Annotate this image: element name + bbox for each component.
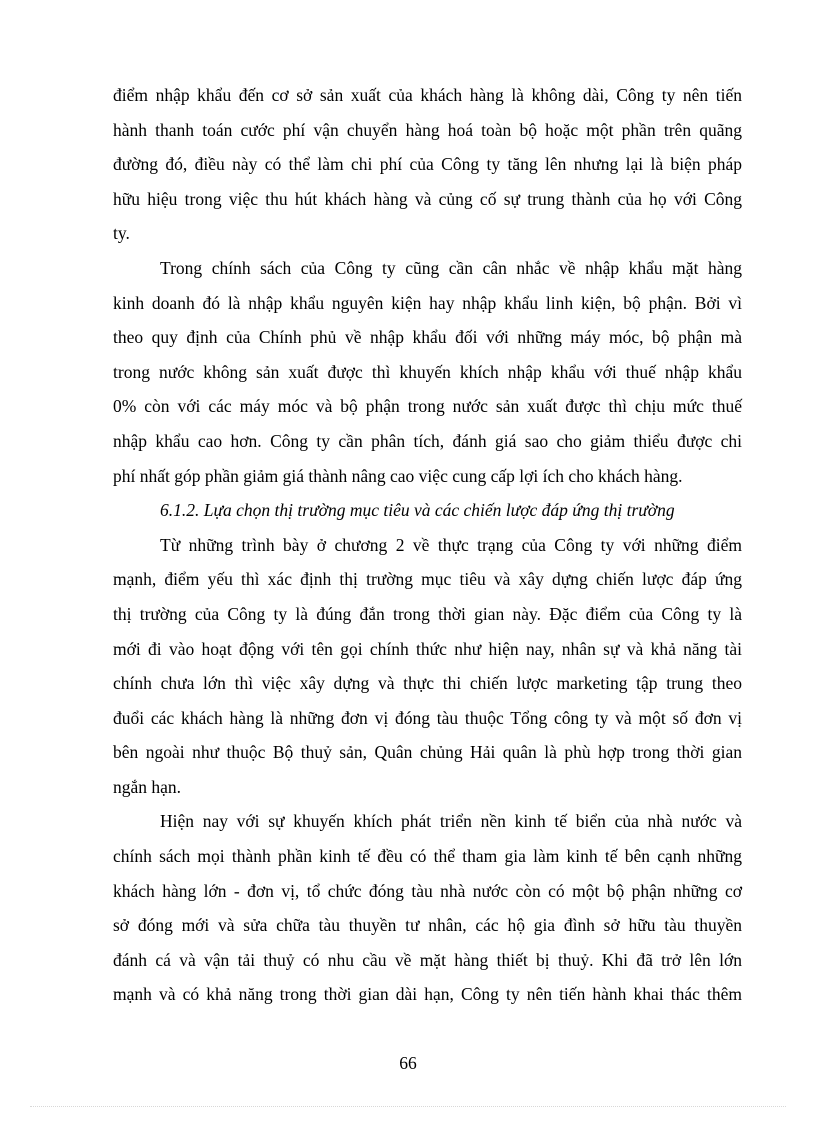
text-line: chính sách mọi thành phần kinh tế đều có thể tham gia làm kinh tế bên cạnh những: [113, 846, 742, 867]
text-line: điểm nhập khẩu đến cơ sở sản xuất của khách hàng là không dài, Công ty nên tiến: [113, 85, 742, 105]
text-line: sở đóng mới và sửa chữa tàu thuyền tư nhân, các hộ gia đình sở hữu tàu thuyền: [113, 915, 742, 936]
paragraph-continuation: [113, 78, 742, 251]
paragraph-import-policy: [113, 251, 742, 493]
text-line: trong nước không sản xuất được thì khuyến khích nhập khẩu với thuế nhập khẩu: [113, 361, 742, 382]
text-line: đường đó, điều này có thể làm chi phí của Công ty tăng lên nhưng lại là biện pháp: [113, 154, 742, 175]
paragraph-target-market: [113, 528, 742, 805]
text-line: đánh cá và vận tải thuỷ có nhu cầu về mặt hàng thiết bị thuỷ. Khi đã trở lên lớn: [113, 949, 742, 970]
text-line: ty.: [113, 223, 130, 244]
body-text: [113, 78, 742, 1012]
text-line: 0% còn với các máy móc và bộ phận trong nước sản xuất được thì chịu mức thuế: [113, 396, 742, 417]
section-heading: [113, 493, 742, 528]
text-line: khách hàng lớn - đơn vị, tổ chức đóng tàu nhà nước còn có một bộ phận những cơ: [113, 880, 742, 901]
paragraph-marine-economy: [113, 804, 742, 1012]
text-line: phí nhất góp phần giảm giá thành nâng cao việc cung cấp lợi ích cho khách hàng.: [113, 465, 683, 486]
text-line: mạnh và có khả năng trong thời gian dài hạn, Công ty nên tiến hành khai thác thêm: [113, 984, 742, 1005]
text-line: hữu hiệu trong việc thu hút khách hàng và củng cố sự trung thành của họ với Công: [113, 188, 742, 209]
text-line: đuổi các khách hàng là những đơn vị đóng tàu thuộc Tổng công ty và một số đơn vị: [113, 707, 742, 728]
footer-divider: [30, 1106, 786, 1107]
text-line: hành thanh toán cước phí vận chuyển hàng hoá toàn bộ hoặc một phần trên quãng: [113, 119, 742, 140]
text-line: kinh doanh đó là nhập khẩu nguyên kiện hay nhập khẩu linh kiện, bộ phận. Bởi vì: [113, 292, 742, 313]
text-line: mới đi vào hoạt động với tên gọi chính thức như hiện nay, nhân sự và khả năng tài: [113, 638, 742, 659]
text-line: theo quy định của Chính phủ về nhập khẩu đối với những máy móc, bộ phận mà: [113, 327, 742, 348]
text-line: ngắn hạn.: [113, 776, 182, 797]
text-line: chính chưa lớn thì việc xây dựng và thực thi chiến lược marketing tập trung theo: [113, 673, 742, 694]
page-number: 66: [399, 1053, 417, 1073]
text-line: bên ngoài như thuộc Bộ thuỷ sản, Quân chủng Hải quân là phù hợp trong thời gian: [113, 742, 742, 763]
text-line: thị trường của Công ty là đúng đắn trong thời gian này. Đặc điểm của Công ty là: [113, 603, 742, 624]
text-line: Từ những trình bày ở chương 2 về thực trạng của Công ty với những điểm: [160, 534, 742, 555]
text-line: Hiện nay với sự khuyến khích phát triển nền kinh tế biển của nhà nước và: [160, 811, 742, 832]
text-line: nhập khẩu cao hơn. Công ty cần phân tích, đánh giá sao cho giảm thiểu được chi: [113, 430, 742, 451]
section-heading-text: 6.1.2. Lựa chọn thị trường mục tiêu và các chiến lược đáp ứng thị trường: [160, 500, 675, 521]
text-line: Trong chính sách của Công ty cũng cần cân nhắc về nhập khẩu mặt hàng: [160, 257, 742, 278]
text-line: mạnh, điểm yếu thì xác định thị trường mục tiêu và xây dựng chiến lược đáp ứng: [113, 569, 742, 590]
